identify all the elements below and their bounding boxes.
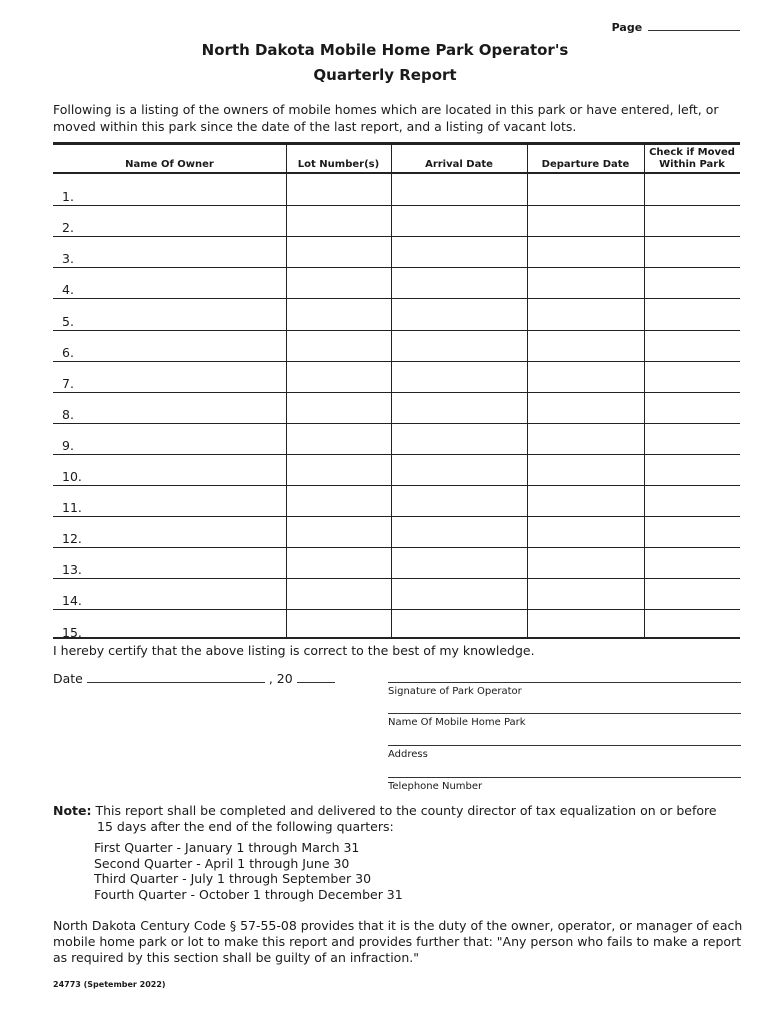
row-number[interactable]: 7. xyxy=(62,376,74,391)
date-blank[interactable] xyxy=(87,672,265,683)
row-number[interactable]: 15. xyxy=(62,625,82,640)
row-number[interactable]: 8. xyxy=(62,407,74,422)
row-line xyxy=(53,609,740,610)
column-header-departure: Departure Date xyxy=(541,159,630,170)
column-header-arrival: Arrival Date xyxy=(425,159,493,170)
column-divider xyxy=(286,142,287,639)
telephone-label: Telephone Number xyxy=(388,781,483,792)
page-number-field xyxy=(612,20,740,34)
row-line xyxy=(53,361,740,362)
table-top-rule xyxy=(53,142,740,145)
row-line xyxy=(53,547,740,548)
address-label: Address xyxy=(388,749,428,760)
row-number[interactable]: 9. xyxy=(62,438,74,453)
quarter-item: Second Quarter - April 1 through June 30 xyxy=(94,855,350,871)
column-header-moved: Check if Moved Within Park xyxy=(649,147,735,170)
page-label: Page xyxy=(611,21,643,34)
quarter-item: Third Quarter - July 1 through September 30 xyxy=(94,871,372,886)
row-line xyxy=(53,330,740,331)
statute-paragraph: North Dakota Century Code § 57-55-08 provides that it is the duty of the owner, operator, or manager of each mobile home park or lot to make this report and provides further that: "Any person who fails to make a report as required by this section shall be guilty of an infraction." xyxy=(53,918,743,965)
park-name-label: Name Of Mobile Home Park xyxy=(388,717,526,728)
note-section xyxy=(53,803,743,835)
row-number[interactable]: 12. xyxy=(62,531,82,546)
row-number[interactable]: 14. xyxy=(62,593,82,608)
signature-label: Signature of Park Operator xyxy=(388,686,522,697)
signature-field[interactable] xyxy=(388,682,741,697)
park-name-field[interactable] xyxy=(388,713,741,728)
row-line xyxy=(53,423,740,424)
row-line xyxy=(53,516,740,517)
row-line xyxy=(53,578,740,579)
row-number[interactable]: 3. xyxy=(62,251,74,266)
table-header-rule xyxy=(53,172,740,174)
table-bottom-rule xyxy=(53,637,740,639)
row-number[interactable]: 1. xyxy=(62,189,74,204)
date-field xyxy=(53,671,335,686)
row-number[interactable]: 2. xyxy=(62,220,74,235)
row-number[interactable]: 11. xyxy=(62,500,82,515)
row-number[interactable]: 6. xyxy=(62,345,74,360)
row-line xyxy=(53,298,740,299)
row-number[interactable]: 13. xyxy=(62,562,82,577)
row-number[interactable]: 10. xyxy=(62,469,82,484)
row-line xyxy=(53,205,740,206)
row-line xyxy=(53,454,740,455)
year-prefix: , 20 xyxy=(268,671,293,686)
column-divider xyxy=(644,142,645,639)
row-line xyxy=(53,267,740,268)
owner-listing-table xyxy=(53,142,740,639)
row-line xyxy=(53,485,740,486)
form-subtitle: Quarterly Report xyxy=(313,66,457,84)
date-label: Date xyxy=(53,671,83,686)
telephone-field[interactable] xyxy=(388,777,741,792)
column-header-lot: Lot Number(s) xyxy=(297,159,380,170)
form-title: North Dakota Mobile Home Park Operator's xyxy=(201,41,569,59)
certification-statement: I hereby certify that the above listing is correct to the best of my knowledge. xyxy=(53,643,535,658)
intro-paragraph: Following is a listing of the owners of mobile homes which are located in this park or have entered, left, or moved within this park since the date of the last report, and a listing of vacant lots. xyxy=(53,102,719,134)
form-number: 24773 (Spetember 2022) xyxy=(53,980,166,989)
quarter-item: First Quarter - January 1 through March 31 xyxy=(94,840,360,855)
year-blank[interactable] xyxy=(297,672,335,683)
row-line xyxy=(53,392,740,393)
row-line xyxy=(53,236,740,237)
column-divider xyxy=(391,142,392,639)
note-label: Note: xyxy=(53,803,92,818)
quarters-list xyxy=(94,840,403,902)
row-number[interactable]: 4. xyxy=(62,282,74,297)
quarter-item: Fourth Quarter - October 1 through December 31 xyxy=(94,886,403,902)
column-divider xyxy=(527,142,528,639)
note-text-line2: 15 days after the end of the following quarters: xyxy=(97,819,394,834)
address-field[interactable] xyxy=(388,745,741,760)
row-number[interactable]: 5. xyxy=(62,314,74,329)
page-number-blank[interactable] xyxy=(648,20,740,31)
note-text-line1: This report shall be completed and delivered to the county director of tax equalization on or before xyxy=(95,803,717,818)
column-header-name: Name Of Owner xyxy=(125,159,214,170)
